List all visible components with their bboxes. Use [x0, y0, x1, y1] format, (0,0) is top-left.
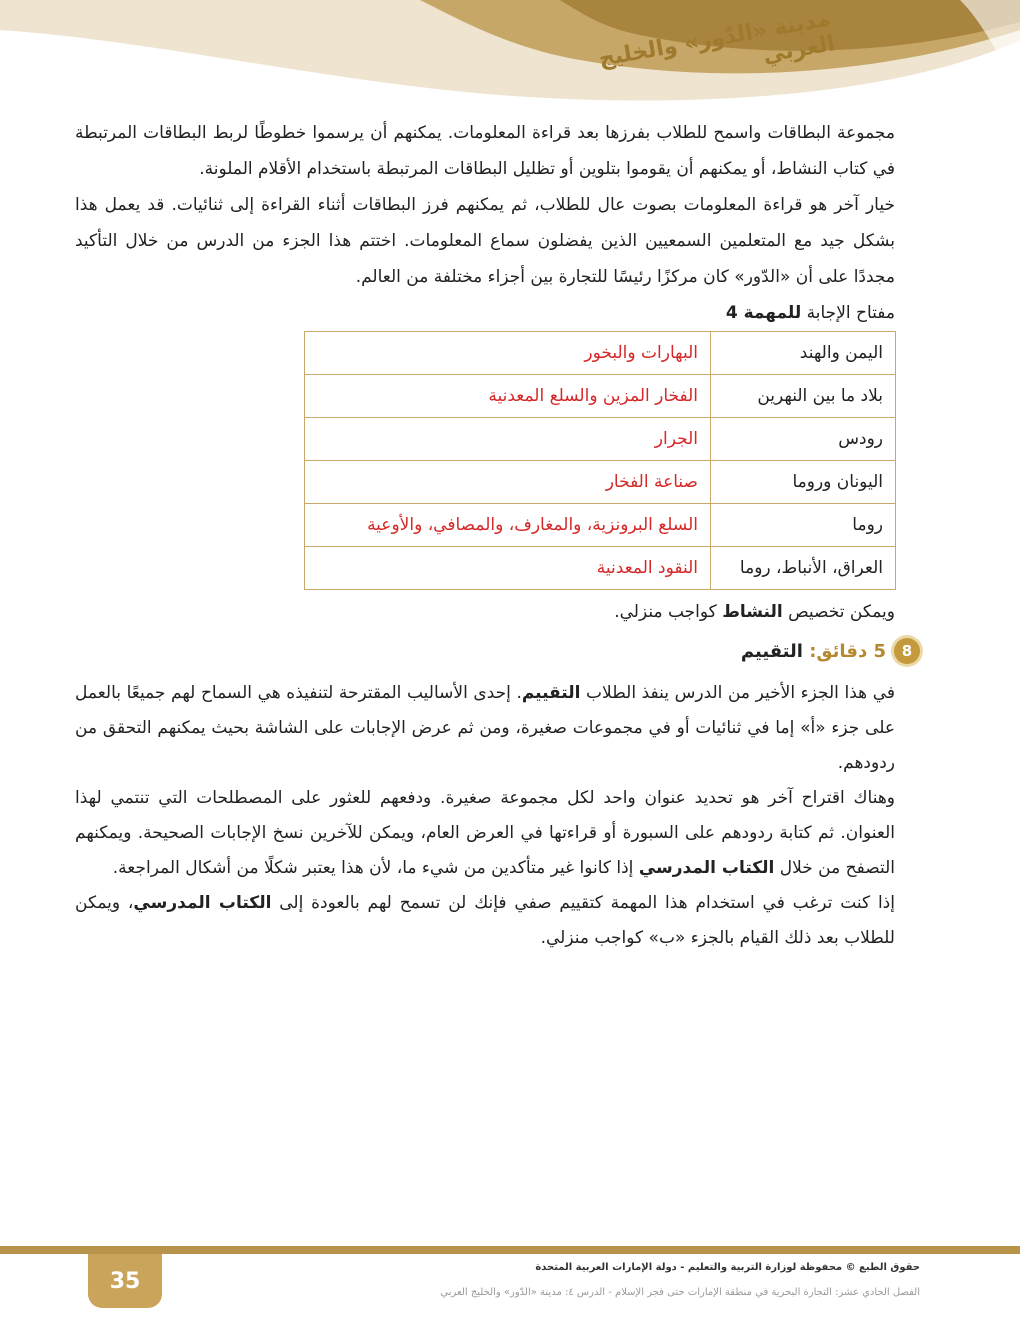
text-run: ، ويمكن للطلاب بعد ذلك القيام بالجزء «ب» كواجب منزلي. [75, 893, 895, 948]
homework-note-bold: النشاط [722, 602, 783, 622]
text-run-bold: الكتاب المدرسي [638, 858, 775, 878]
header-decoration [0, 0, 1020, 110]
assessment-minutes: 5 دقائق [816, 640, 886, 662]
text-run: . إحدى الأساليب المقترحة لتنفيذه هي السماح لهم جميعًا بالعمل على جزء «أ» إما في ثنائيات أو في مجموعات صغيرة، ومن ثم عرض الإجابات على الشاشة بحيث يمكنهم التحقق من ردودهم. [75, 683, 895, 773]
table-row [305, 547, 896, 590]
table-cell-place: اليمن والهند [711, 332, 896, 375]
assessment-paragraph-3 [75, 886, 895, 956]
header-title: مدينة «الدّور» والخليج العربي [596, 6, 837, 72]
assessment-paragraph-2 [75, 781, 895, 886]
table-row [305, 461, 896, 504]
table-cell-place: روما [711, 504, 896, 547]
page-number: 35 [88, 1254, 162, 1308]
answer-table [304, 331, 896, 590]
text-run: إذا كانوا غير متأكدين من شيء ما، لأن هذا يعتبر شكلًا من أشكال المراجعة. [112, 858, 639, 878]
step-number-badge: 8 [894, 638, 920, 664]
intro-section [75, 115, 895, 331]
answer-key-task: للمهمة 4 [725, 303, 802, 323]
table-row [305, 504, 896, 547]
table-cell-goods: السلع البرونزية، والمغارف، والمصافي، والأوعية [305, 504, 711, 547]
text-run: في هذا الجزء الأخير من الدرس ينفذ الطلاب [580, 683, 895, 703]
table-row [305, 375, 896, 418]
table-cell-place: العراق، الأنباط، روما [711, 547, 896, 590]
assessment-title: التقييم [740, 640, 803, 662]
table-row [305, 332, 896, 375]
assessment-colon: : [802, 640, 817, 662]
footer-divider [0, 1246, 1020, 1254]
footer-subtitle: الفصل الحادي عشر: التجارة البحرية في منطقة الإمارات حتى فجر الإسلام - الدرس ٤: مدينة «الدّور» والخليج العربي [440, 1287, 920, 1298]
text-run-bold: الكتاب المدرسي [133, 893, 272, 913]
assessment-section [75, 676, 895, 956]
text-run-bold: التقييم [521, 683, 581, 703]
table-cell-goods: النقود المعدنية [305, 547, 711, 590]
table-cell-goods: البهارات والبخور [305, 332, 711, 375]
homework-note-end: كواجب منزلي. [614, 602, 723, 622]
table-cell-goods: الجرار [305, 418, 711, 461]
table-cell-goods: صناعة الفخار [305, 461, 711, 504]
table-cell-place: اليونان وروما [711, 461, 896, 504]
table-cell-goods: الفخار المزين والسلع المعدنية [305, 375, 711, 418]
intro-paragraph-1: مجموعة البطاقات واسمح للطلاب بفرزها بعد قراءة المعلومات. يمكنهم أن يرسموا خطوطًا لربط البطاقات المرتبطة في كتاب النشاط، أو يمكنهم أن يقوموا بتلوين أو تظليل البطاقات المرتبطة باستخدام الأقلام الملونة. [75, 123, 895, 179]
homework-note-start: ويمكن تخصيص [782, 602, 895, 622]
text-run: إذا كنت ترغب في استخدام هذا المهمة كتقييم صفي فإنك لن تسمح لهم بالعودة إلى [271, 893, 895, 913]
intro-paragraph-2: خيار آخر هو قراءة المعلومات بصوت عال للطلاب، ثم يمكنهم فرز البطاقات أثناء القراءة إلى ثنائيات. قد يعمل هذا بشكل جيد مع المتعلمين السمعيين الذين يفضلون سماع المعلومات. اختتم هذا الجزء من الدرس من خلال التأكيد مجددًا على أن «الدّور» كان مركزًا رئيسًا للتجارة بين أجزاء مختلفة من العالم. [75, 195, 895, 287]
table-cell-place: رودس [711, 418, 896, 461]
assessment-heading [741, 638, 920, 664]
answer-key-heading [75, 295, 895, 331]
assessment-paragraph-1 [75, 676, 895, 781]
homework-note [614, 597, 895, 627]
text-run: وهناك اقتراح آخر هو تحديد عنوان واحد لكل مجموعة صغيرة. ودفعهم للعثور على المصطلحات التي تنتمي لهذا العنوان. ثم كتابة ردودهم على السبورة أو قراءتها في العرض العام، ويمكن للآخرين نسخ الإجابات الصحيحة. ويمكنهم التصفح من خلال [75, 788, 895, 878]
table-cell-place: بلاد ما بين النهرين [711, 375, 896, 418]
assessment-heading-text [741, 641, 886, 662]
footer-copyright: حقوق الطبع © محفوظة لوزارة التربية والتعليم - دولة الإمارات العربية المتحدة [535, 1262, 920, 1273]
answer-key-prefix: مفتاح الإجابة [801, 303, 895, 323]
table-row [305, 418, 896, 461]
